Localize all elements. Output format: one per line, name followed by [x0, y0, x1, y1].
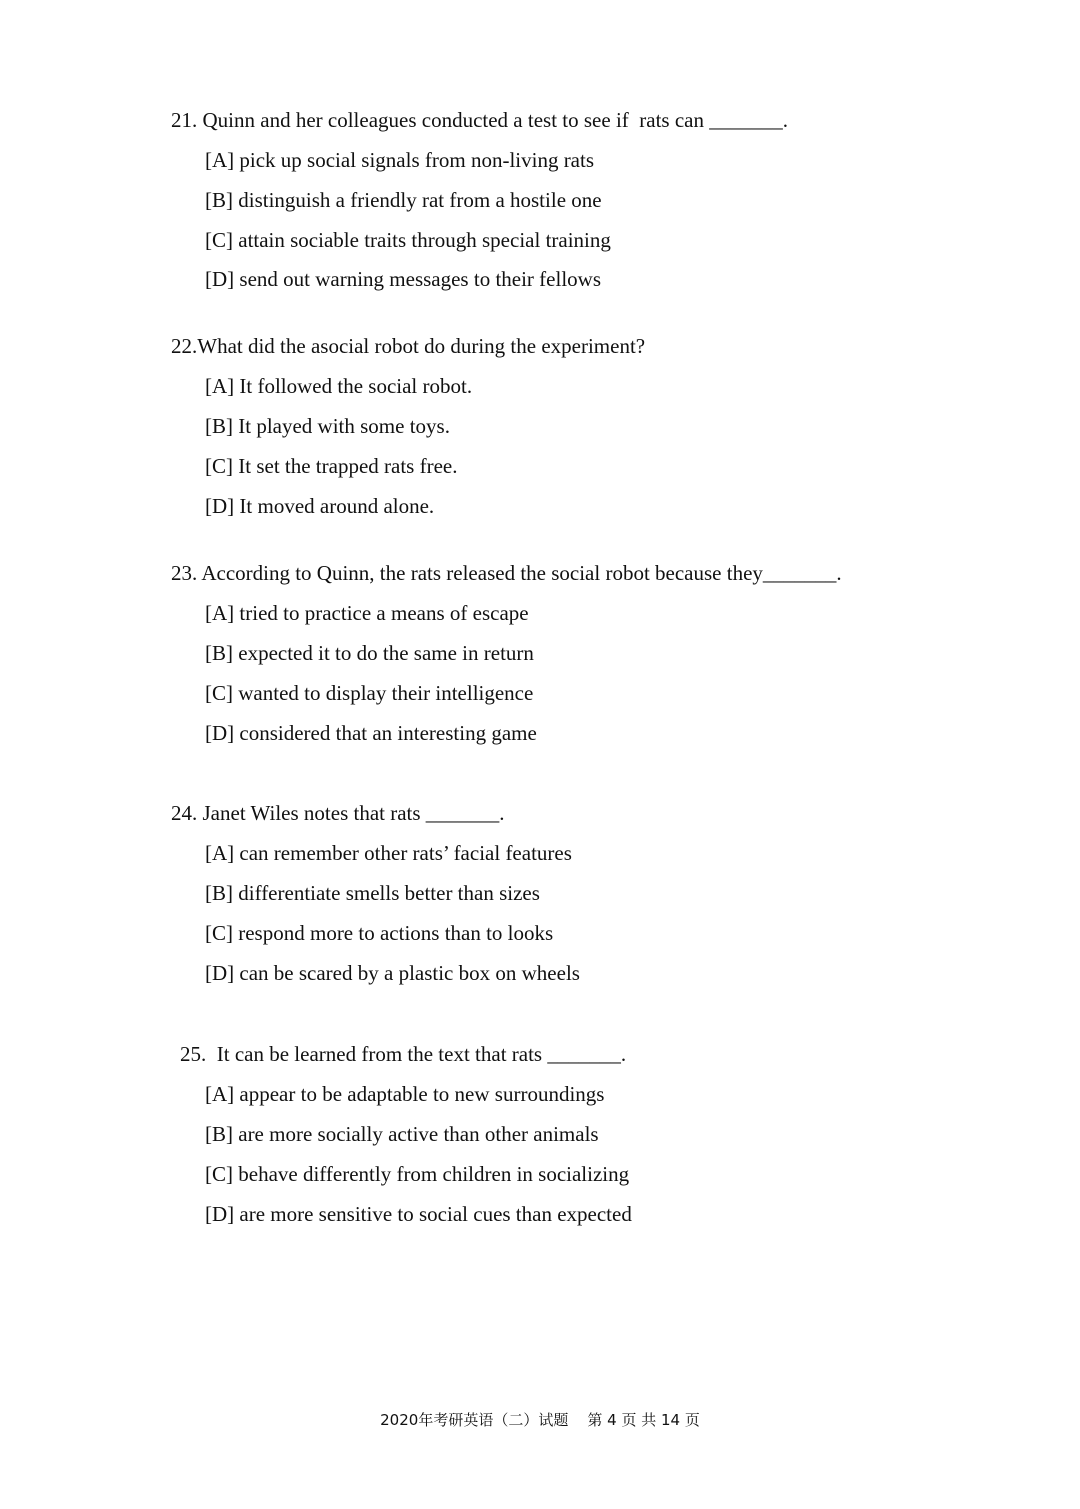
option-b: [B] distinguish a friendly rat from a hostile one — [205, 188, 602, 212]
option-a: [A] appear to be adaptable to new surroundings — [205, 1082, 605, 1106]
option-a: [A] can remember other rats’ facial features — [205, 841, 572, 865]
option-d: [D] It moved around alone. — [205, 494, 435, 518]
option-c: [C] behave differently from children in socializing — [205, 1162, 630, 1186]
page-footer: 2020年考研英语（二）试题 第 4 页 共 14 页 — [380, 1411, 700, 1429]
question-stem: 22.What did the asocial robot do during the experiment? — [171, 334, 646, 358]
question-stem: 23. According to Quinn, the rats released the social robot because they_______. — [171, 561, 842, 585]
option-a: [A] pick up social signals from non-living rats — [205, 148, 595, 172]
option-c: [C] respond more to actions than to looks — [205, 921, 554, 945]
option-a: [A] tried to practice a means of escape — [205, 601, 529, 625]
question-stem: 24. Janet Wiles notes that rats _______. — [171, 801, 505, 825]
option-d: [D] are more sensitive to social cues than expected — [205, 1202, 632, 1226]
option-c: [C] It set the trapped rats free. — [205, 454, 458, 478]
option-c: [C] wanted to display their intelligence — [205, 681, 534, 705]
question-stem: 21. Quinn and her colleagues conducted a test to see if rats can _______. — [171, 108, 788, 132]
option-b: [B] differentiate smells better than sizes — [205, 881, 540, 905]
option-b: [B] are more socially active than other animals — [205, 1122, 599, 1146]
question-stem: 25. It can be learned from the text that rats _______. — [180, 1042, 627, 1066]
option-c: [C] attain sociable traits through special training — [205, 228, 611, 252]
option-b: [B] expected it to do the same in return — [205, 641, 534, 665]
option-b: [B] It played with some toys. — [205, 414, 450, 438]
option-d: [D] considered that an interesting game — [205, 721, 537, 745]
option-d: [D] send out warning messages to their fellows — [205, 267, 601, 291]
option-d: [D] can be scared by a plastic box on wheels — [205, 961, 580, 985]
option-a: [A] It followed the social robot. — [205, 374, 473, 398]
